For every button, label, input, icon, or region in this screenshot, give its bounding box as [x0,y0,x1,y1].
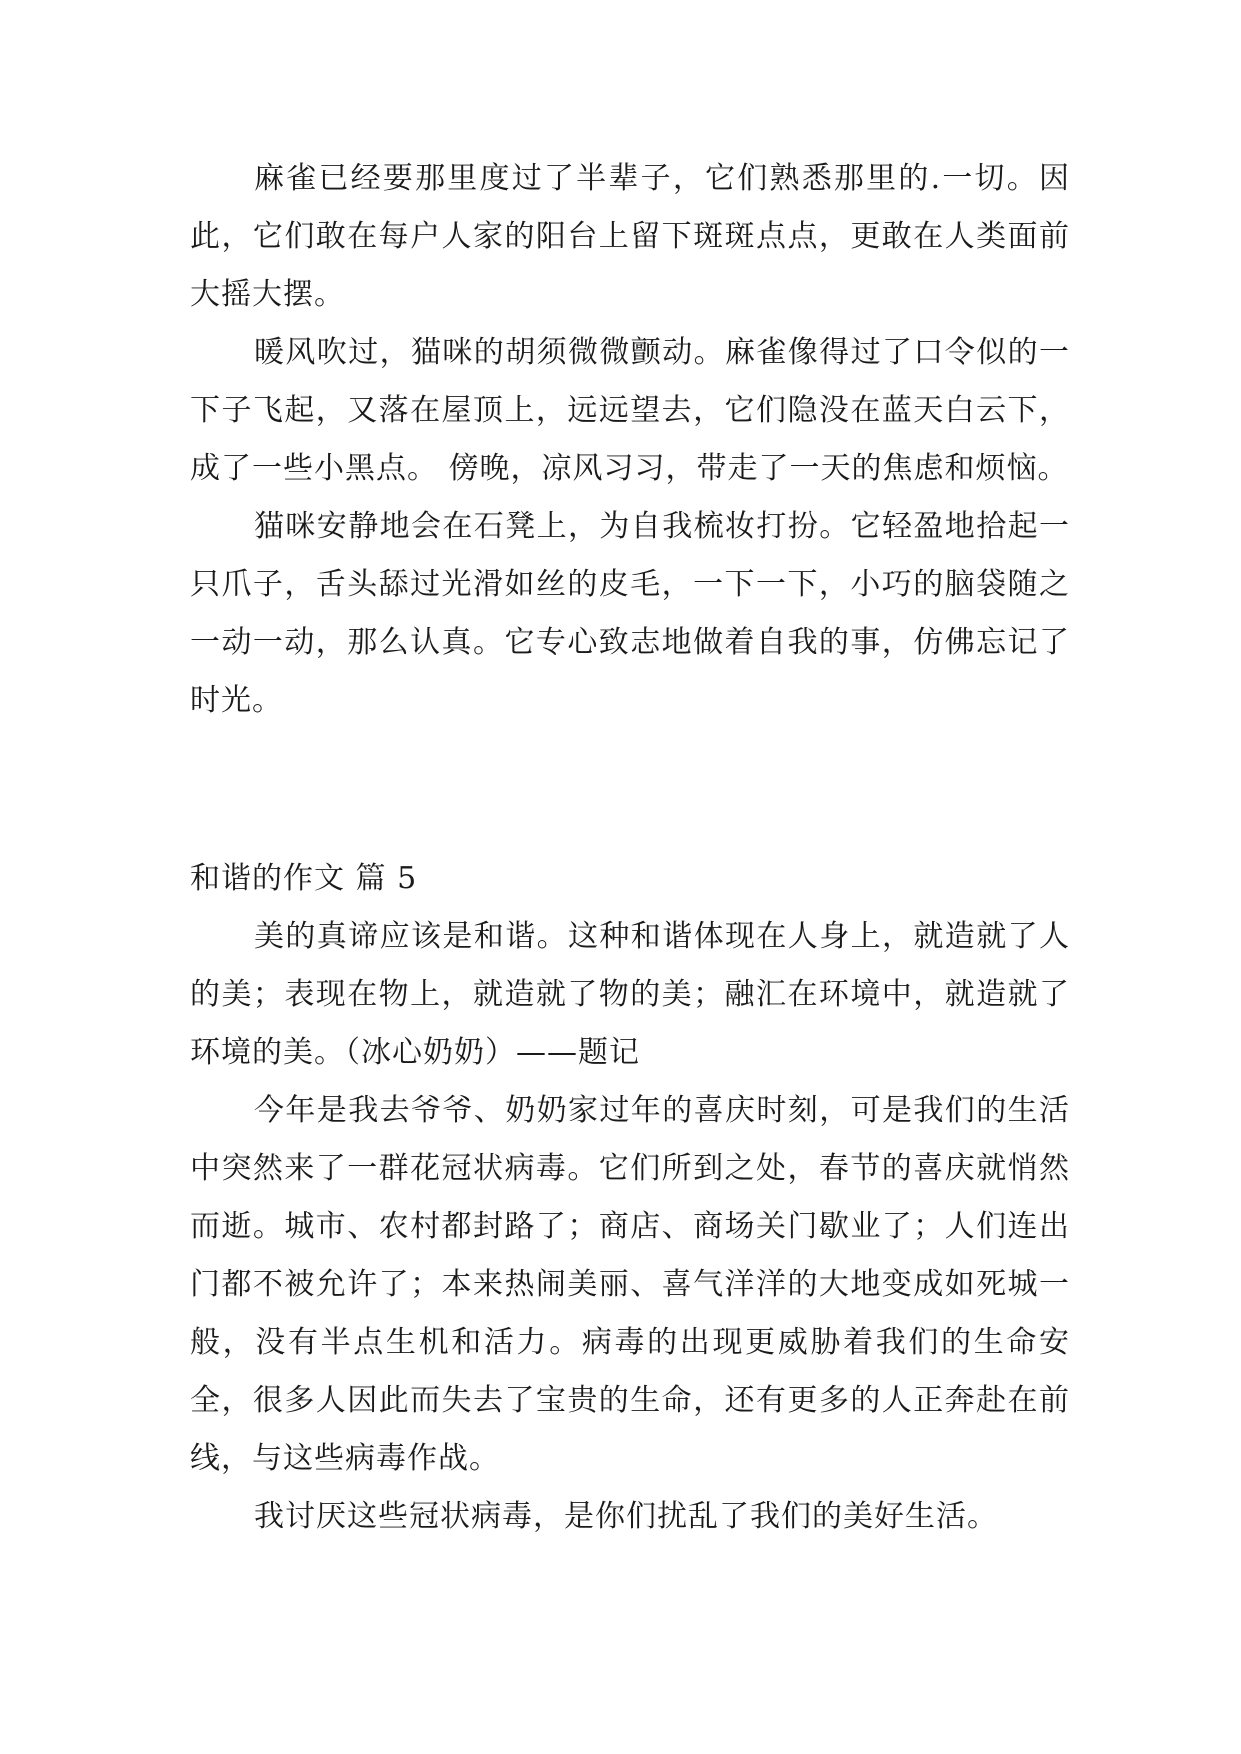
essay-heading: 和谐的作文 篇 5 [190,861,418,896]
paragraph-new-year: 今年是我去爷爷、奶奶家过年的喜庆时刻，可是我们的生活中突然来了一群花冠状病毒。它们所到之处，春节的喜庆就悄然而逝。城市、农村都封路了；商店、商场关门歇业了；人们连出门都不被允许了；本来热闹美丽、喜气洋洋的大地变成如死城一般，没有半点生机和活力。病毒的出现更威胁着我们的生命安全，很多人因此而失去了宝贵的生命，还有更多的人正奔赴在前线，与这些病毒作战。 [190,1093,1070,1476]
paragraph-sparrows: 麻雀已经要那里度过了半辈子，它们熟悉那里的.一切。因此，它们敢在每户人家的阳台上留下斑斑点点，更敢在人类面前大摇大摆。 [190,161,1070,312]
paragraph-epigraph: 美的真谛应该是和谐。这种和谐体现在人身上，就造就了人的美；表现在物上，就造就了物的美；融汇在环境中，就造就了环境的美。（冰心奶奶）——题记 [190,919,1070,1070]
paragraph-cat-grooming: 猫咪安静地会在石凳上，为自我梳妆打扮。它轻盈地拾起一只爪子，舌头舔过光滑如丝的皮毛，一下一下，小巧的脑袋随之一动一动，那么认真。它专心致志地做着自我的事，仿佛忘记了时光。 [190,509,1070,718]
section-b [190,850,1070,1546]
paragraph-hate-virus: 我讨厌这些冠状病毒，是你们扰乱了我们的美好生活。 [254,1499,998,1534]
section-a [190,150,1070,730]
paragraph-warm-wind: 暖风吹过，猫咪的胡须微微颤动。麻雀像得过了口令似的一下子飞起，又落在屋顶上，远远望去，它们隐没在蓝天白云下，成了一些小黑点。 傍晚，凉风习习，带走了一天的焦虑和烦恼。 [190,335,1070,486]
